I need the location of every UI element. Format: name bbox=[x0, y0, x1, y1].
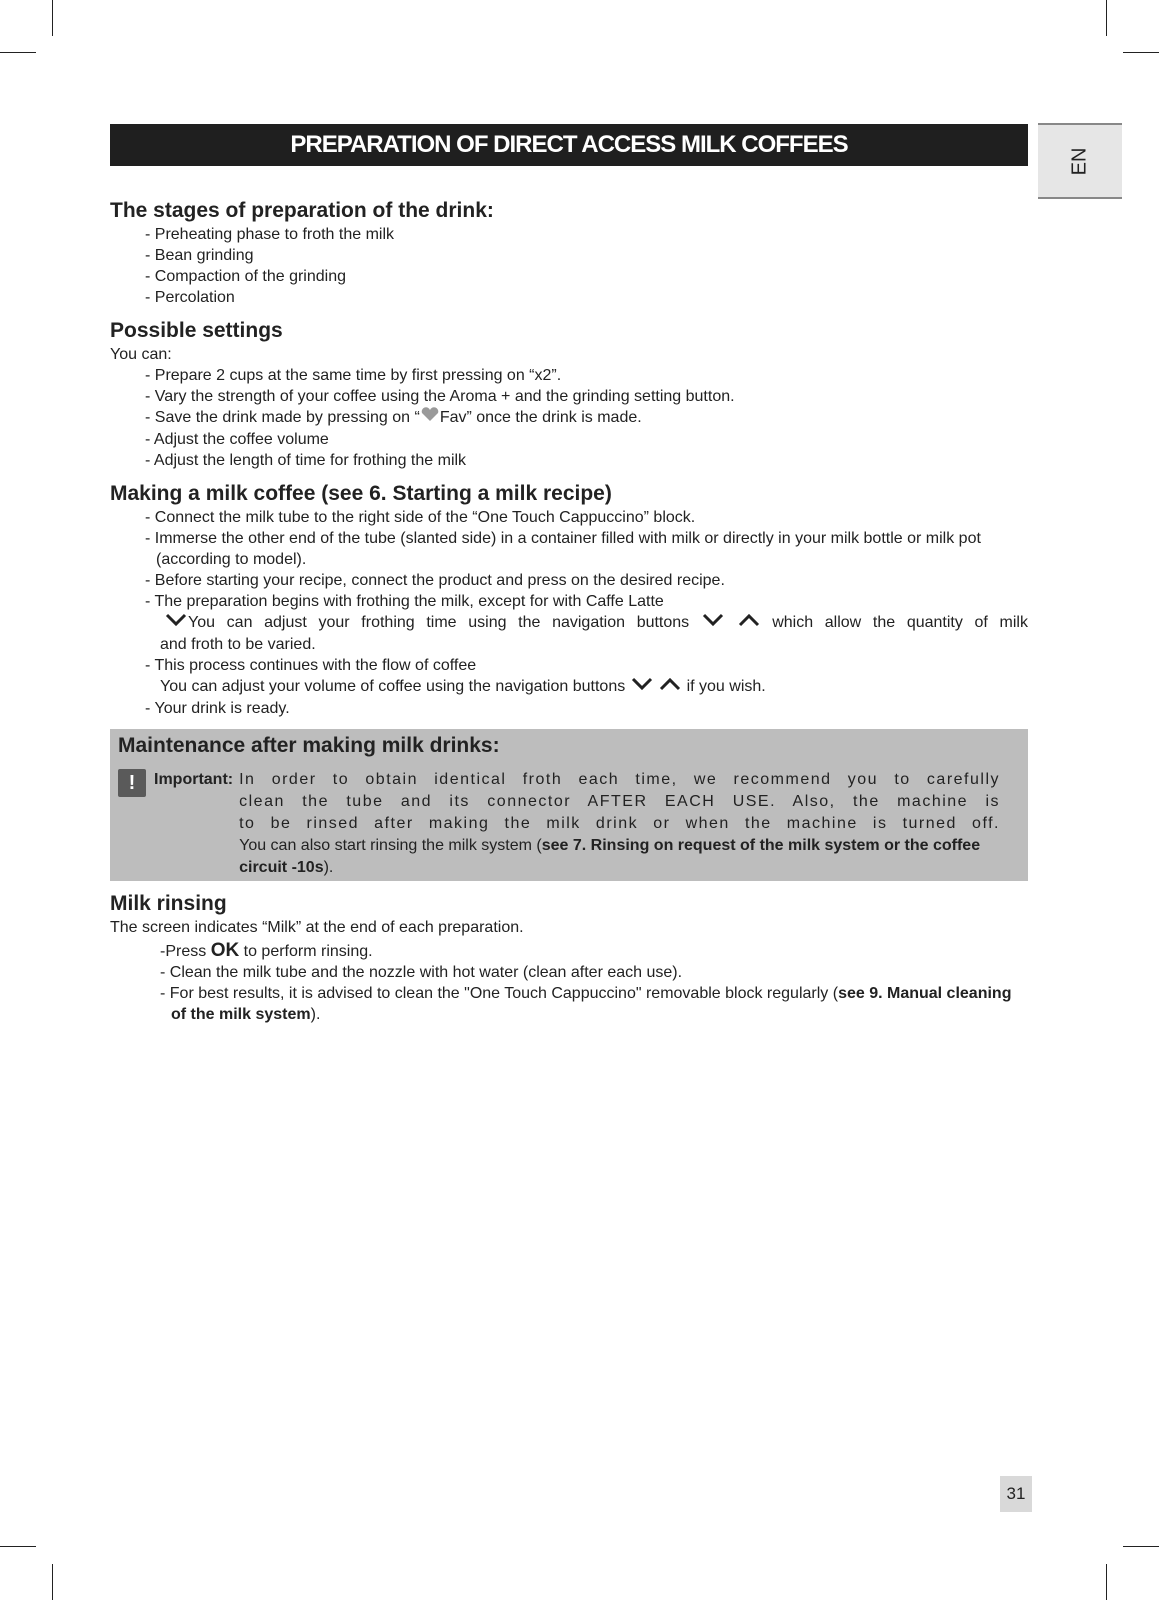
list-item: - Vary the strength of your coffee using the Aroma + and the grinding setting button. bbox=[145, 388, 735, 405]
page-number: 31 bbox=[1000, 1476, 1032, 1512]
list-item: - Immerse the other end of the tube (slanted side) in a container filled with milk or directly in your milk bottle or milk pot (according to model). bbox=[145, 530, 981, 568]
list-item: - The preparation begins with frothing the milk, except for with Caffe Latte bbox=[145, 593, 664, 610]
crop-mark bbox=[1106, 1564, 1107, 1600]
rinsing-section bbox=[110, 891, 1028, 1025]
crop-mark bbox=[0, 52, 36, 53]
press-text-a: -Press bbox=[160, 943, 207, 960]
cross-reference: see 7. Rinsing on request of the milk system or the coffee circuit -10s bbox=[239, 837, 981, 876]
important-text bbox=[239, 769, 1000, 879]
important-note bbox=[118, 769, 1000, 879]
chevron-down-icon bbox=[630, 676, 654, 698]
ok-button-symbol: OK bbox=[210, 940, 240, 961]
maintenance-box bbox=[110, 729, 1028, 881]
chevron-down-icon bbox=[164, 612, 188, 634]
list-item: - Preheating phase to froth the milk bbox=[145, 226, 395, 243]
list-item: - Adjust the length of time for frothing the milk bbox=[145, 452, 467, 469]
page-title: PREPARATION OF DIRECT ACCESS MILK COFFEES bbox=[110, 124, 1028, 166]
important-line: In order to obtain identical froth each time, we recommend you to carefully bbox=[239, 771, 1000, 788]
rinsing-heading: Milk rinsing bbox=[110, 892, 227, 915]
settings-section bbox=[110, 318, 1028, 471]
froth-text-b: which allow the quantity of milk bbox=[772, 614, 1028, 632]
crop-mark bbox=[0, 1546, 36, 1547]
important-line: to be rinsed after making the milk drink or when the machine is turned off. bbox=[239, 815, 1000, 832]
list-item: - Clean the milk tube and the nozzle with hot water (clean after each use). bbox=[160, 964, 683, 981]
list-item: - Prepare 2 cups at the same time by first pressing on “x2”. bbox=[145, 367, 562, 384]
important-label: Important: bbox=[154, 771, 234, 788]
volume-line bbox=[110, 676, 1028, 698]
list-item: - Your drink is ready. bbox=[145, 700, 290, 717]
rinsing-item3-start: - For best results, it is advised to clean the "One Touch Cappuccino" removable block regularly ( bbox=[160, 985, 839, 1002]
list-item: - Connect the milk tube to the right side of the “One Touch Cappuccino” block. bbox=[145, 509, 696, 526]
list-item bbox=[110, 983, 1028, 1025]
warning-icon: ! bbox=[118, 769, 146, 797]
settings-intro: You can: bbox=[110, 346, 172, 363]
volume-text-b: if you wish. bbox=[686, 678, 766, 696]
language-tab bbox=[1038, 123, 1122, 199]
making-heading: Making a milk coffee (see 6. Starting a milk recipe) bbox=[110, 482, 612, 505]
list-item: - This process continues with the flow of coffee bbox=[145, 657, 477, 674]
stages-heading: The stages of preparation of the drink: bbox=[110, 199, 494, 222]
settings-item3-start: - Save the drink made by pressing on “ bbox=[145, 409, 420, 427]
list-item: - Compaction of the grinding bbox=[145, 268, 346, 285]
settings-heading: Possible settings bbox=[110, 319, 283, 342]
chevron-down-icon bbox=[701, 612, 725, 634]
rinsing-intro: The screen indicates “Milk” at the end of each preparation. bbox=[110, 919, 524, 936]
heart-fav-icon bbox=[420, 407, 440, 429]
chevron-up-icon bbox=[737, 612, 761, 634]
press-text-b: to perform rinsing. bbox=[243, 943, 373, 960]
rinsing-item3-end: ). bbox=[310, 1006, 321, 1023]
list-item: - Before starting your recipe, connect the product and press on the desired recipe. bbox=[145, 572, 725, 589]
froth-line bbox=[110, 612, 1028, 634]
stages-section bbox=[110, 198, 1028, 308]
list-item: - Adjust the coffee volume bbox=[145, 431, 329, 448]
froth-line-continued: and froth to be varied. bbox=[160, 636, 316, 653]
main-content bbox=[110, 198, 1028, 1035]
volume-text-a: You can adjust your volume of coffee using the navigation buttons bbox=[160, 678, 626, 696]
important-line: clean the tube and its connector AFTER EACH USE. Also, the machine is bbox=[239, 793, 1000, 810]
list-item: - Percolation bbox=[145, 289, 235, 306]
settings-item3-end: Fav” once the drink is made. bbox=[439, 409, 642, 427]
important-line4-end: ). bbox=[323, 859, 334, 876]
crop-mark bbox=[52, 1564, 53, 1600]
froth-text-a: You can adjust your frothing time using the navigation buttons bbox=[188, 614, 690, 632]
crop-mark bbox=[52, 0, 53, 36]
making-section bbox=[110, 481, 1028, 719]
cross-reference: see 9. Manual cleaning of the milk system bbox=[171, 985, 1012, 1023]
crop-mark bbox=[1123, 52, 1159, 53]
list-item bbox=[110, 940, 1028, 962]
list-item bbox=[110, 407, 1028, 429]
language-tab-label: EN bbox=[1068, 147, 1091, 175]
maintenance-heading: Maintenance after making milk drinks: bbox=[118, 734, 500, 757]
important-line4-start: You can also start rinsing the milk system ( bbox=[239, 837, 542, 854]
crop-mark bbox=[1123, 1546, 1159, 1547]
list-item: - Bean grinding bbox=[145, 247, 254, 264]
chevron-up-icon bbox=[658, 676, 682, 698]
crop-mark bbox=[1106, 0, 1107, 36]
